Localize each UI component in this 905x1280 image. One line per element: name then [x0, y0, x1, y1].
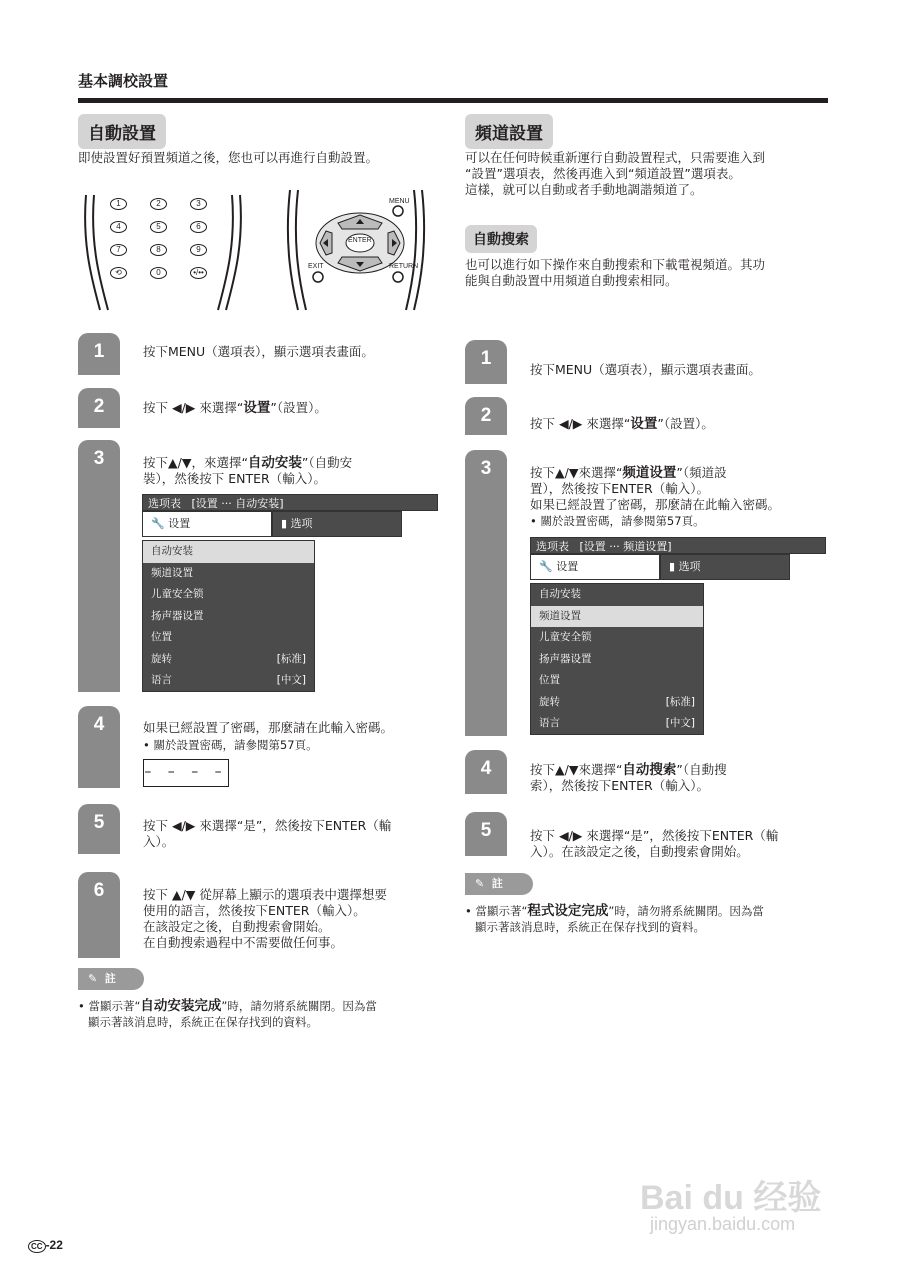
enter-key-label: ENTER — [348, 237, 372, 244]
menu-item[interactable] — [143, 649, 314, 671]
menu-item-label: 儿童安全锁 — [539, 631, 592, 643]
tab-settings[interactable] — [142, 511, 272, 537]
step-number: 4 — [93, 714, 105, 735]
step-text-line2: 置），然後按下ENTER（輸入）。 — [530, 481, 709, 496]
options-icon: ▮ — [669, 560, 676, 573]
note-text-line2: 顯示著該消息時，系統正在保存找到的資料。 — [88, 1015, 318, 1029]
step-text-bold: 频道设置 — [622, 465, 677, 481]
menu-item[interactable] — [531, 649, 703, 671]
step-text: 按下MENU（選項表），顯示選項表畫面。 — [530, 362, 761, 377]
menu-item-label: 旋转 — [539, 695, 560, 708]
step-number: 3 — [480, 458, 492, 479]
step-text — [143, 455, 352, 471]
menu-item-label: 旋转 — [151, 652, 172, 665]
step-text — [530, 762, 727, 778]
note-pre: • 當顯示著“ — [465, 904, 528, 918]
menu-item[interactable] — [531, 627, 703, 649]
step-text-post: ”（設置）。 — [657, 416, 714, 431]
tab-label: 设置 — [168, 517, 191, 530]
note-bold: 程式设定完成 — [527, 903, 609, 919]
wrench-icon: 🔧 — [151, 517, 165, 530]
tab-label: 设置 — [556, 560, 579, 573]
menu-item-label: 自动安装 — [151, 545, 193, 557]
step-text-pre: 按下▲/▼來選擇“ — [530, 762, 623, 777]
menu-item[interactable] — [143, 563, 314, 585]
sub-text-line1: 也可以進行如下操作來自動搜索和下載電視頻道。其功 — [465, 257, 766, 272]
note-label: 註 — [491, 877, 503, 890]
note-text-line2: 顯示著該消息時，系統正在保存找到的資料。 — [475, 920, 705, 934]
step-number: 2 — [480, 405, 492, 426]
note-label: 註 — [104, 972, 116, 985]
step-marker — [78, 706, 120, 788]
header-rule — [78, 98, 828, 103]
step-text-post: ”（自動搜 — [676, 762, 727, 777]
sub-text-line2: 能與自動設置中用頻道自動搜索相同。 — [465, 273, 678, 288]
step-text — [530, 465, 727, 481]
remote-control-illustration — [78, 185, 438, 315]
note-pre: • 當顯示著“ — [78, 999, 141, 1013]
step-text-line2: 入）。 — [143, 834, 175, 849]
menu-list — [142, 540, 315, 692]
step-marker — [465, 340, 507, 384]
menu-item-value: [中文] — [665, 717, 695, 729]
step-marker — [465, 450, 507, 736]
menu-item[interactable] — [143, 584, 314, 606]
note-icon: ✎ — [88, 972, 98, 985]
step-marker — [465, 750, 507, 794]
remote-key-4: 4 — [110, 221, 127, 233]
menu-key-label: MENU — [389, 198, 410, 205]
menu-title: 选项表 — [148, 497, 181, 510]
note-post: ”時，請勿將系統關閉。因為當 — [608, 904, 764, 918]
wrench-icon: 🔧 — [539, 560, 553, 573]
step-number: 4 — [480, 758, 492, 779]
step-text-bold: 设置 — [630, 416, 658, 432]
step-marker — [465, 397, 507, 435]
menu-item-value: [标准] — [276, 652, 306, 665]
step-text-bold: 设置 — [243, 400, 271, 416]
step-text-post: ”（設置）。 — [270, 400, 327, 415]
menu-item[interactable] — [531, 584, 703, 606]
step-number: 2 — [93, 396, 105, 417]
tab-settings[interactable] — [530, 554, 660, 580]
page-header: 基本調校設置 — [78, 72, 169, 90]
menu-item[interactable] — [531, 713, 703, 735]
step-number: 1 — [93, 341, 105, 362]
step-text: 如果已經設置了密碼，那麼請在此輸入密碼。 — [143, 720, 394, 735]
remote-key-dot: •/•• — [190, 267, 207, 279]
step-marker — [465, 812, 507, 856]
step-number: 5 — [480, 820, 492, 841]
remote-key-9: 9 — [190, 244, 207, 256]
step-text — [143, 400, 327, 416]
menu-item-label: 扬声器设置 — [539, 652, 592, 665]
language-icon: CC — [28, 1240, 46, 1253]
step-text-bold: 自动安装 — [247, 455, 302, 471]
step-text-line2: 裝），然後按下 ENTER（輸入）。 — [143, 471, 326, 486]
options-icon: ▮ — [281, 517, 288, 530]
step-text: 按下 ◀/▶ 來選擇“是”，然後按下ENTER（輸 — [143, 818, 392, 833]
menu-item-label: 儿童安全锁 — [151, 588, 204, 600]
tab-label: 选项 — [678, 560, 701, 573]
right-intro-line3: 這樣，就可以自動或者手動地調諧頻道了。 — [465, 182, 703, 197]
step-text-pre: 按下▲/▼，來選擇“ — [143, 455, 248, 470]
menu-breadcrumb: [设置 ··· 自动安装] — [191, 497, 284, 510]
exit-key-label: EXIT — [308, 263, 324, 270]
step-text-pre: 按下▲/▼來選擇“ — [530, 465, 623, 480]
menu-item[interactable] — [531, 606, 703, 628]
remote-key-7: 7 — [110, 244, 127, 256]
tab-label: 选项 — [290, 517, 313, 530]
menu-item-value: [中文] — [276, 674, 306, 686]
section-title-channel-setup: 頻道設置 — [465, 114, 553, 149]
menu-item-label: 扬声器设置 — [151, 609, 204, 622]
menu-item-label: 语言 — [539, 717, 560, 729]
step-text-line4: • 關於設置密碼，請參閱第57頁。 — [530, 514, 705, 528]
step-number: 6 — [93, 880, 105, 901]
menu-item[interactable] — [143, 541, 314, 563]
note-text — [78, 998, 377, 1014]
step-text-line2: • 關於設置密碼，請參閱第57頁。 — [143, 738, 318, 752]
remote-key-0: 0 — [150, 267, 167, 279]
step-text: 按下MENU（選項表），顯示選項表畫面。 — [143, 344, 374, 359]
menu-item-label: 频道设置 — [151, 566, 193, 579]
step-marker — [78, 388, 120, 428]
password-field[interactable]: – – – – — [143, 759, 229, 787]
note-text — [465, 903, 764, 919]
menu-header — [142, 494, 438, 511]
remote-key-3: 3 — [190, 198, 207, 210]
step-number: 3 — [93, 448, 105, 469]
menu-item[interactable] — [143, 670, 314, 692]
step-text-pre: 按下 ◀/▶ 來選擇“ — [143, 400, 244, 415]
menu-header — [530, 537, 826, 554]
step-marker — [78, 333, 120, 375]
menu-item-label: 位置 — [151, 631, 172, 643]
menu-item[interactable] — [143, 606, 314, 628]
page-footer — [28, 1238, 63, 1252]
menu-title: 选项表 — [536, 540, 569, 553]
remote-key-6: 6 — [190, 221, 207, 233]
remote-key-5: 5 — [150, 221, 167, 233]
tab-options[interactable] — [660, 554, 790, 580]
menu-item-label: 频道设置 — [539, 609, 581, 622]
right-intro-line1: 可以在任何時候重新運行自動設置程式，只需要進入到 — [465, 150, 766, 165]
step-marker — [78, 440, 120, 692]
note-bold: 自动安装完成 — [140, 998, 222, 1014]
menu-item-label: 自动安装 — [539, 588, 581, 600]
step-text-pre: 按下 ◀/▶ 來選擇“ — [530, 416, 631, 431]
watermark-logo: Bai du 经验 — [640, 1179, 822, 1217]
remote-key-2: 2 — [150, 198, 167, 210]
step-number: 5 — [93, 812, 105, 833]
tab-options[interactable] — [272, 511, 402, 537]
watermark-url: jingyan.baidu.com — [650, 1214, 796, 1234]
remote-key-1: 1 — [110, 198, 127, 210]
remote-key-flashback: ⟲ — [110, 267, 127, 279]
note-icon: ✎ — [475, 877, 485, 890]
step-text-post: ”（頻道設 — [676, 465, 727, 480]
step-text-bold: 自动搜索 — [622, 762, 677, 778]
note-post: ”時，請勿將系統關閉。因為當 — [221, 999, 377, 1013]
menu-breadcrumb: [设置 ··· 频道设置] — [579, 540, 672, 553]
right-intro-line2: “設置”選項表，然後再進入到“頻道設置”選項表。 — [465, 166, 741, 181]
section-title-auto-setup: 自動設置 — [78, 114, 166, 149]
subsection-title-auto-search: 自動搜索 — [465, 225, 537, 253]
step-text-line2: 使用的語言，然後按下ENTER（輸入）。 — [143, 903, 366, 918]
page-number: -22 — [45, 1238, 63, 1252]
step-text: 按下 ◀/▶ 來選擇“是”，然後按下ENTER（輸 — [530, 828, 779, 843]
step-marker — [78, 804, 120, 854]
menu-item-label: 语言 — [151, 674, 172, 686]
note-tab — [465, 873, 533, 895]
step-text: 按下 ▲/▼ 從屏幕上顯示的選項表中選擇想要 — [143, 887, 387, 902]
step-text-line2: 索），然後按下ENTER（輸入）。 — [530, 778, 709, 793]
menu-item[interactable] — [531, 670, 703, 692]
left-intro: 即使設置好預置頻道之後，您也可以再進行自動設置。 — [78, 150, 379, 165]
step-marker — [78, 872, 120, 958]
menu-item-value: [标准] — [665, 695, 695, 708]
menu-item[interactable] — [143, 627, 314, 649]
step-text-line4: 在自動搜索過程中不需要做任何事。 — [143, 935, 344, 950]
return-key-label: RETURN — [389, 263, 419, 270]
step-number: 1 — [480, 348, 492, 369]
remote-key-8: 8 — [150, 244, 167, 256]
step-text-post: ”（自動安 — [301, 455, 353, 470]
menu-item-label: 位置 — [539, 674, 560, 686]
menu-item[interactable] — [531, 692, 703, 714]
step-text-line2: 入）。在該設定之後，自動搜索會開始。 — [530, 844, 749, 859]
note-tab — [78, 968, 144, 990]
step-text-line3: 如果已經設置了密碼，那麼請在此輸入密碼。 — [530, 497, 781, 512]
step-text — [530, 416, 714, 432]
menu-list — [530, 583, 704, 735]
step-text-line3: 在該設定之後，自動搜索會開始。 — [143, 919, 331, 934]
